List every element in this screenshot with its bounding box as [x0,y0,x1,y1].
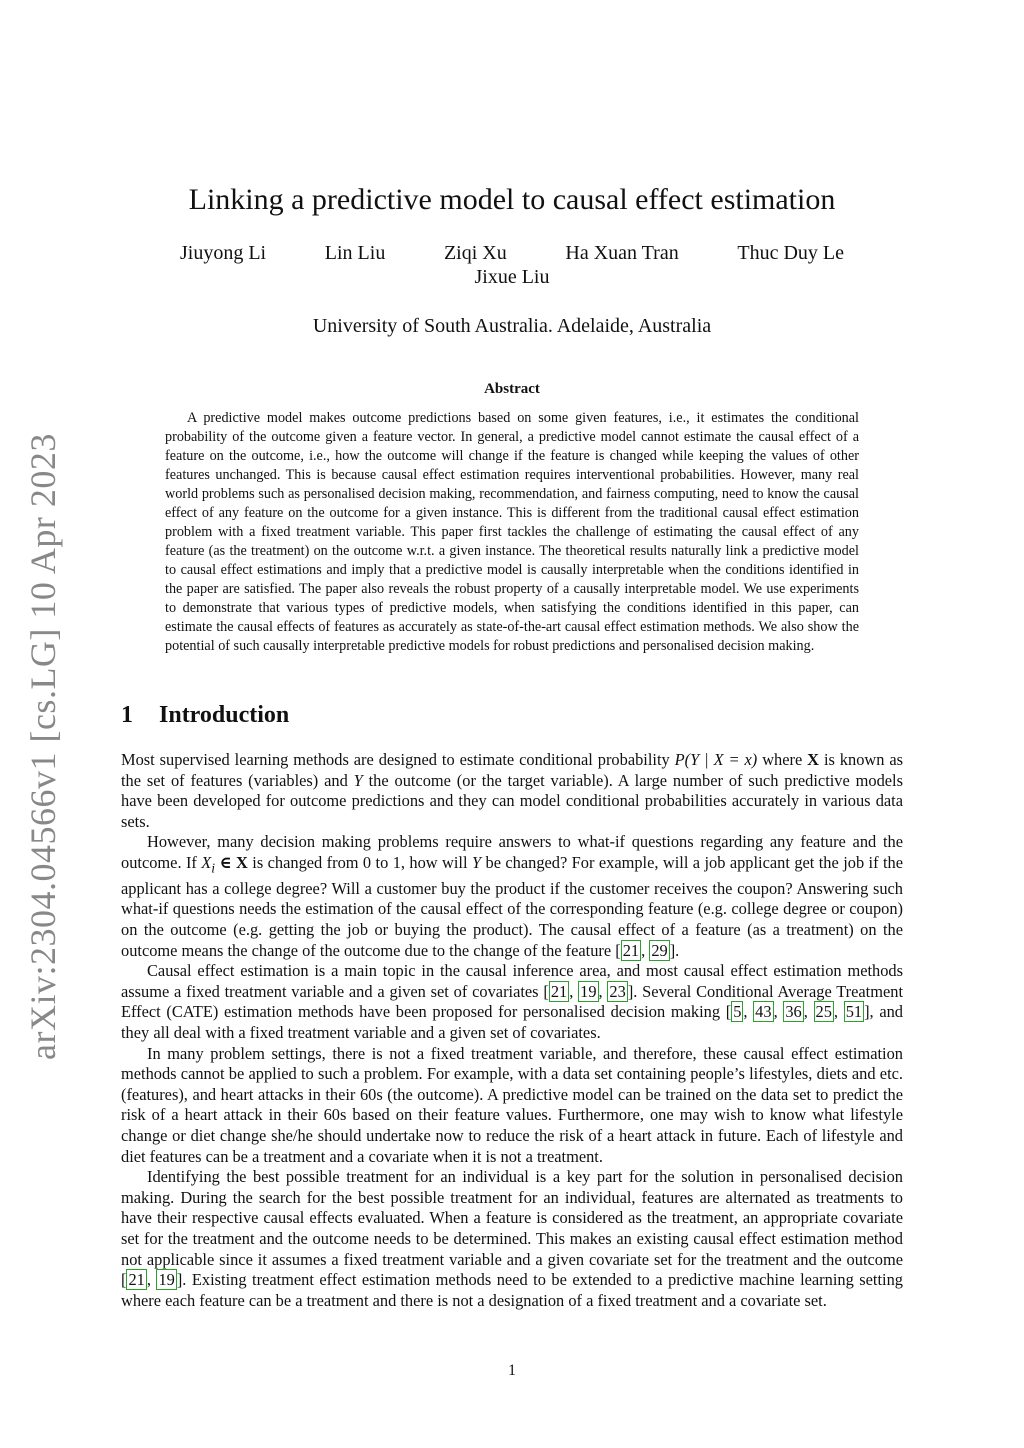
paragraph: However, many decision making problems require answers to what-if questions regarding any feature and the outcome. If $X_i$ ∈ X is changed from 0 to 1, how will Y be changed? For example, will a job applicant get the job if the applicant has a college degree? Will a customer buy the product if the customer receives the coupon? Answering such what-if questions needs the estimation of the causal effect of the corresponding feature (e.g. college degree or coupon) on the outcome (e.g. getting the job or buying the product). The causal effect of a feature (as a treatment) on the outcome means the change of the outcome due to the change of the feature [ 21 , 29 ]. [121,832,903,960]
paragraph: Causal effect estimation is a main topic in the causal inference area, and most causal effect estimation methods assume a fixed treatment variable and a given set of covariates [ 21 , 19 , 23 ]. Several Conditional Average Treatment Effect (CATE) estimation methods have been proposed for personalised decision making [ 5 , 43 , 36 , 25 , 51 ], and they all deal with a fixed treatment variable and a given set of covariates. [121,961,903,1042]
citation-link[interactable]: 19 [158,1270,175,1290]
citation-link[interactable]: 21 [128,1270,145,1290]
author-list [180,242,844,265]
author-name: Jiuyong Li [180,242,267,264]
citation-link[interactable]: 36 [785,1002,802,1022]
paper-title: Linking a predictive model to causal effect estimation [188,183,836,216]
section-heading [121,702,289,729]
section-title: Introduction [159,702,290,728]
math-symbol: X [807,750,820,769]
citation-link[interactable]: 51 [845,1002,863,1022]
math-symbol: ∈ X [215,852,248,872]
paragraph: Most supervised learning methods are designed to estimate conditional probability P(Y | X = x) where X is known as the set of features (variables) and Y the outcome (or the target variable). A large number of such predictive models have been developed for outcome predictions and they can model conditional probabilities accurately in various data sets. [121,750,904,831]
citation-link[interactable]: 21 [550,981,568,1001]
citation-link[interactable]: 43 [755,1002,772,1022]
math-symbol: X [201,852,212,872]
citation-link[interactable]: 5 [733,1002,742,1022]
citation-link[interactable]: 21 [622,940,640,960]
citation-link[interactable]: 25 [815,1002,832,1022]
section-number: 1 [121,702,133,728]
arxiv-identifier: arXiv:2304.04566v1 [cs.LG] 10 Apr 2023 [23,433,63,1060]
math-expression: P(Y | X = x) [674,750,758,769]
paragraph: In many problem settings, there is not a fixed treatment variable, and therefore, these causal effect estimation methods cannot be applied to such a problem. For example, with a data set containing people’s lifestyles, diets and etc. (features), and heart attacks in their 60s (the outcome). A predictive model can be trained on the data set to predict the risk of a heart attack in their 60s based on their feature values. Furthermore, one may wish to know what lifestyle change or diet change she/he should undertake now to reduce the risk of a heart attack in future. Each of lifestyle and diet features can be a treatment and a covariate when it is not a treatment. [121,1043,903,1166]
abstract-heading: Abstract [484,381,540,397]
author-name: Ha Xuan Tran [565,242,679,264]
affiliation: University of South Australia. Adelaide, Australia [312,315,712,337]
author-name: Lin Liu [324,242,386,264]
body-text [121,750,903,1311]
math-symbol: Y [353,770,363,790]
citation-link[interactable]: 29 [651,940,668,960]
author-name: Thuc Duy Le [737,242,844,264]
citation-link[interactable]: 19 [580,981,597,1001]
paragraph: Identifying the best possible treatment for an individual is a key part for the solution in personalised decision making. During the search for the best possible treatment for an individual, features are alternated as treatments to have their respective causal effects evaluated. When a feature is considered as the treatment, an appropriate covariate set for the treatment and the outcome needs to be determined. This makes an existing causal effect estimation method not applicable since it assumes a fixed treatment variable and a given covariate set for the treatment and the outcome [ 21 , 19 ]. Existing treatment effect estimation methods need to be extended to a predictive machine learning setting where each feature can be a treatment and there is not a designation of a fixed treatment and a covariate set. [121,1167,903,1310]
abstract-text: A predictive model makes outcome predictions based on some given features, i.e., it estimates the conditional probability of the outcome given a feature vector. In general, a predictive model cannot estimate the causal effect of a feature on the outcome, i.e., how the outcome will change if the feature is changed while keeping the values of other features unchanged. This is because causal effect estimation requires interventional probabilities. However, many real world problems such as personalised decision making, recommendation, and fairness computing, need to know the causal effect of any feature on the outcome for a given instance. This is different from the traditional causal effect estimation problem with a fixed treatment variable. This paper first tackles the challenge of estimating the causal effect of any feature (as the treatment) on the outcome w.r.t. a given instance. The theoretical results naturally link a predictive model to causal effect estimations and imply that a predictive model is causally interpretable when the conditions identified in the paper are satisfied. The paper also reveals the robust property of a causally interpretable model. We use experiments to demonstrate that various types of predictive models, when satisfying the conditions identified in this paper, can estimate the causal effects of features as accurately as state-of-the-art causal effect estimation methods. We also show the potential of such causally interpretable predictive models for robust predictions and personalised decision making. [165,410,859,654]
author-name: Ziqi Xu [443,242,507,264]
author-name-last: Jixue Liu [474,266,550,288]
citation-link[interactable]: 23 [609,981,626,1001]
math-symbol: Y [471,852,482,872]
page-number: 1 [508,1362,516,1379]
